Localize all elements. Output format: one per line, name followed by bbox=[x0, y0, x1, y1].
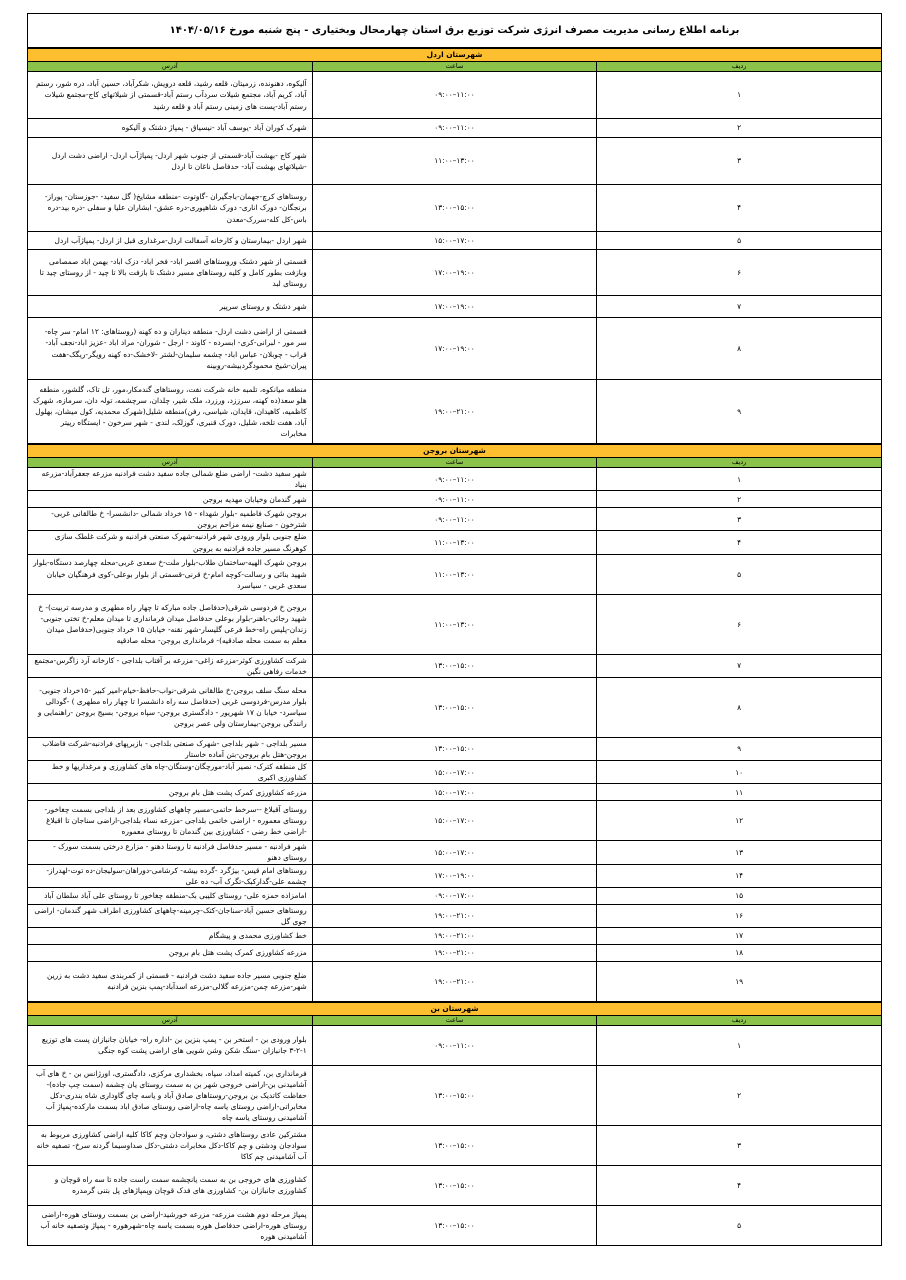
row-address: کشاورزی های خروجی بن به سمت یانچشمه سمت راست جاده تا سه راه قوچان و کشاورزی جانبازان بن- کشاورزی های فدک قوچان وپمپاژهای پل بتنی گرمدره bbox=[28, 1165, 313, 1205]
row-address: شهر اردل -بیمارستان و کارخانه آسفالت اردل-مرغداری قبل از اردل- پمپاژآب اردل bbox=[28, 232, 313, 250]
notice-page bbox=[27, 13, 882, 1246]
row-time: ۰۹:۰۰–۱۱:۰۰ bbox=[312, 508, 597, 531]
row-address: مسیر بلداجی - شهر بلداجی -شهرک صنعتی بلداجی - بازبرپهای فرادنبه-شرکت فاضلاب بروجن-هتل بام بروجن-بتن آماده خاستار bbox=[28, 737, 313, 760]
row-address: شهر سفید دشت- اراضی ضلع شمالی جاده سفید دشت فرادنبه مزرعه جعفرآباد-مزرعه بنیاد bbox=[28, 468, 313, 491]
row-time: ۱۱:۰۰–۱۳:۰۰ bbox=[312, 554, 597, 594]
table-row bbox=[28, 380, 882, 444]
row-address: خط کشاورزی محمدی و پیشگام bbox=[28, 927, 313, 944]
row-time: ۱۳:۰۰–۱۵:۰۰ bbox=[312, 737, 597, 760]
table-row bbox=[28, 944, 882, 961]
table-row bbox=[28, 677, 882, 737]
row-number: ۱۰ bbox=[597, 761, 882, 784]
document-title: برنامه اطلاع رسانی مدیریت مصرف انرژی شرکت توزیع برق استان چهارمحال وبختیاری - پنج شنبه مورخ ۱۴۰۴/۰۵/۱۶ bbox=[27, 13, 882, 48]
row-number: ۷ bbox=[597, 654, 882, 677]
row-address: شهر فرادنبه - مسیر حدفاصل فرادنبه تا روستا دهنو - مزارع درختی بسمت سورک - روستای دهنو bbox=[28, 841, 313, 864]
table-row bbox=[28, 138, 882, 185]
row-time: ۱۹:۰۰–۲۱:۰۰ bbox=[312, 380, 597, 444]
row-time: ۰۹:۰۰–۱۱:۰۰ bbox=[312, 491, 597, 508]
row-number: ۲ bbox=[597, 491, 882, 508]
row-time: ۱۳:۰۰–۱۵:۰۰ bbox=[312, 1125, 597, 1165]
table-row bbox=[28, 1205, 882, 1245]
row-number: ۱۷ bbox=[597, 927, 882, 944]
row-address: کل منطقه کترک- نصیر آباد-مورچگان-وستگان-چاه های کشاورزی و مرغداریها و خط کشاورزی اکبری bbox=[28, 761, 313, 784]
row-time: ۱۱:۰۰–۱۳:۰۰ bbox=[312, 138, 597, 185]
row-number: ۱۴ bbox=[597, 864, 882, 887]
row-time: ۱۳:۰۰–۱۵:۰۰ bbox=[312, 185, 597, 232]
row-time: ۱۳:۰۰–۱۵:۰۰ bbox=[312, 1065, 597, 1125]
row-address: منطقه میانکوه، تلمبه خانه شرکت نفت، روستاهای گندمکار،مور، تل تاک، گلشور، منطقه هلو سعد(ده کهنه، سرززد، ورزرد، ملک شیر، چلدان، سرچشمه، تولہ دان، سرمازه، شهرک کاظمیه، کاهیدان، قایدان، شیاسی، رفن)منطقه شلیل(شهرک محمدیه، کول میشان، بهلول آباد، هفت تلخه، شلیل، دورک قنبری، گوزلک، لندی - شهر سرخون - ایستگاه رپیتر مخابرات bbox=[28, 380, 313, 444]
row-number: ۴ bbox=[597, 531, 882, 554]
header-row-number: ردیف bbox=[597, 1015, 882, 1025]
row-time: ۱۵:۰۰–۱۷:۰۰ bbox=[312, 761, 597, 784]
row-number: ۵ bbox=[597, 554, 882, 594]
table-row bbox=[28, 594, 882, 654]
row-time: ۱۳:۰۰–۱۵:۰۰ bbox=[312, 677, 597, 737]
row-time: ۰۹:۰۰–۱۱:۰۰ bbox=[312, 1025, 597, 1065]
row-number: ۵ bbox=[597, 232, 882, 250]
row-address: فرمانداری بن، کمیته امداد، سپاه، بخشداری مرکزی، دادگستری، اورژانس بن - خ های آب آشامیدنی بن-اراضی خروجی شهر بن به سمت روستای یان چشمه (سمت چپ جاده)- حفاظت کاتدیک بن بروجن-روستاهای صادق آباد و یاسه چای گاوداری شاه بندری-دکل مخابراتی-اراضی روستای یاسه چاه-اراضی روستای صادق اباد بسمت مارکده-پمپاژ آب آشامیدنی روستای یاسه چاه bbox=[28, 1065, 313, 1125]
row-number: ۸ bbox=[597, 677, 882, 737]
table-row bbox=[28, 887, 882, 904]
row-address: شهر دشتک و روستای سرپیر bbox=[28, 296, 313, 318]
row-address: روستای آقبلاغ --سرخط حاتمی-مسیر چاههای کشاورزی بعد از بلداجی بسمت چغاخور-روستای معموره - اراضی خاتمی بلداجی -مزرعه نساء بلداجی-اراضی سناجان تا اقبلاغ -اراضی خط رضی - کشاورزی بین گندمان تا روستای معموره bbox=[28, 801, 313, 841]
table-row bbox=[28, 1165, 882, 1205]
row-address: آلیکوه، دهنونده، زرمیتان، قلعه رشید، قلعه درویش، شکرآباد، حسین آباد، دره شور، رستم آباد، کریم آباد، مجتمع شیلات سردآب رستم آباد-قسمتی از شیلاتهای کاج-مجتمع شیلات رستم آباد-پست های زمینی رستم آباد و قلعه رشید bbox=[28, 72, 313, 119]
row-number: ۱۵ bbox=[597, 887, 882, 904]
row-time: ۱۹:۰۰–۲۱:۰۰ bbox=[312, 927, 597, 944]
row-number: ۱۱ bbox=[597, 784, 882, 801]
row-number: ۸ bbox=[597, 318, 882, 380]
table-row bbox=[28, 927, 882, 944]
table-row bbox=[28, 318, 882, 380]
table-row bbox=[28, 468, 882, 491]
table-row bbox=[28, 232, 882, 250]
section-title: شهرستان بروجن bbox=[28, 445, 882, 458]
row-number: ۱۲ bbox=[597, 801, 882, 841]
row-address: شرکت کشاورزی کوثر-مزرعه زاغی- مزرعه بر آفتاب بلداجی - کارخانه آرد زاگرس-مجتمع خدمات رفاهی نگین bbox=[28, 654, 313, 677]
header-time: ساعت bbox=[312, 458, 597, 468]
row-address: مزرعه کشاورزی کمرک پشت هتل بام بروجن bbox=[28, 944, 313, 961]
table-row bbox=[28, 961, 882, 1001]
table-row bbox=[28, 250, 882, 296]
row-address: شهرک کوران آباد -یوسف آباد -نیسیاق - پمپاژ دشتک و آلیکوه bbox=[28, 119, 313, 138]
row-number: ۲ bbox=[597, 119, 882, 138]
row-number: ۵ bbox=[597, 1205, 882, 1245]
row-number: ۴ bbox=[597, 1165, 882, 1205]
row-address: روستاهای کرچ-جهمان-باجگیران -گاوتوت -منطقه مشایخ( گل سفید- -جوزستان- پوراز- برنجگان- دورک اناری- دورک شاهپوری-دره عشق- ابشاران علیا و سفلی -دره بید-دره باس-کل کله-سررک-معدن bbox=[28, 185, 313, 232]
row-time: ۱۷:۰۰–۱۹:۰۰ bbox=[312, 250, 597, 296]
table-row bbox=[28, 554, 882, 594]
row-time: ۱۹:۰۰–۲۱:۰۰ bbox=[312, 944, 597, 961]
row-number: ۱۳ bbox=[597, 841, 882, 864]
table-row bbox=[28, 801, 882, 841]
row-number: ۲ bbox=[597, 1065, 882, 1125]
row-address: پمپاژ مرحله دوم هشت مزرعه- مزرعه خورشید-اراضی بن بسمت روستای هوره-اراضی روستای هوره-اراضی حدفاصل هوره بسمت یاسه چاه-شهرهوره - پمپاژ وتصفیه خانه آب آشامیدنی هوره bbox=[28, 1205, 313, 1245]
header-row-number: ردیف bbox=[597, 62, 882, 72]
table-row bbox=[28, 784, 882, 801]
row-time: ۱۷:۰۰–۱۹:۰۰ bbox=[312, 296, 597, 318]
row-number: ۱۹ bbox=[597, 961, 882, 1001]
row-time: ۰۹:۰۰–۱۱:۰۰ bbox=[312, 119, 597, 138]
row-address: مزرعه کشاورزی کمرک پشت هتل بام بروجن bbox=[28, 784, 313, 801]
table-row bbox=[28, 654, 882, 677]
row-address: ضلع جنوبی بلوار ورودی شهر فرادنبه-شهرک صنعتی فرادنبه و شرکت غلطک سازی کوهرنگ مسیر جاده فرادنبه به بروجن bbox=[28, 531, 313, 554]
table-row bbox=[28, 737, 882, 760]
table-row bbox=[28, 296, 882, 318]
row-number: ۴ bbox=[597, 185, 882, 232]
row-time: ۱۵:۰۰–۱۷:۰۰ bbox=[312, 232, 597, 250]
row-address: ضلع جنوبی مسیر جاده سفید دشت فرادنبه - قسمتی از کمربندی سفید دشت به زرین شهر-مزرعه چمن-مزرعه گلالی-مزرعه اسدآباد-پمپ بنزین فرادنبه bbox=[28, 961, 313, 1001]
table-row bbox=[28, 841, 882, 864]
section-table bbox=[27, 48, 882, 444]
row-time: ۱۳:۰۰–۱۵:۰۰ bbox=[312, 1165, 597, 1205]
row-address: روستاهای امام قیس- بیژگرد -گرده بیشه- کرشامی-دوراهان-سولیجان-ده توت-لهدراز-چشمه علی-گدارکبک-تگرک آب- ده علی bbox=[28, 864, 313, 887]
table-row bbox=[28, 1025, 882, 1065]
row-time: ۱۵:۰۰–۱۷:۰۰ bbox=[312, 784, 597, 801]
table-row bbox=[28, 185, 882, 232]
row-number: ۱ bbox=[597, 72, 882, 119]
row-number: ۳ bbox=[597, 508, 882, 531]
row-number: ۶ bbox=[597, 594, 882, 654]
section-title: شهرستان بن bbox=[28, 1002, 882, 1015]
row-time: ۰۹:۰۰–۱۱:۰۰ bbox=[312, 72, 597, 119]
table-row bbox=[28, 72, 882, 119]
row-time: ۰۹:۰۰–۱۷:۰۰ bbox=[312, 887, 597, 904]
row-address: روستاهای حسین آباد-سناجان-کتک-چرمینه-چاههای کشاورزی اطراف شهر گندمان- اراضی جوی گل bbox=[28, 904, 313, 927]
column-header-row bbox=[28, 62, 882, 72]
table-row bbox=[28, 491, 882, 508]
header-address: آدرس bbox=[28, 458, 313, 468]
row-time: ۱۱:۰۰–۱۳:۰۰ bbox=[312, 531, 597, 554]
row-number: ۹ bbox=[597, 737, 882, 760]
row-address: قسمتی از شهر دشتک وروستاهای افسر اباد- فخر اباد- دزک اباد- بهمن اباد صمصامی وبازفت بطور کامل و کلیه روستاهای مسیر دشتک تا بازفت بالا تا چید - از روستای چید تا روستای لبد bbox=[28, 250, 313, 296]
header-time: ساعت bbox=[312, 62, 597, 72]
row-number: ۹ bbox=[597, 380, 882, 444]
row-address: امامزاده حمزه علی- روستای کلیبی بک-منطقه چغاخور تا روستای علی آباد سلطان آباد bbox=[28, 887, 313, 904]
row-number: ۱ bbox=[597, 468, 882, 491]
header-address: آدرس bbox=[28, 1015, 313, 1025]
row-number: ۱۶ bbox=[597, 904, 882, 927]
row-address: مشترکین عادی روستاهای دشتی، و سوادجان وچم کاکا کلیه اراضی کشاورزی مربوط به سوادجان ودشتی و چم کاکا-دکل مخابرات دشتی-دکل صداوسیما گردنه سرخ- تصفیه خانه آب آشامیدنی چم کاکا bbox=[28, 1125, 313, 1165]
header-address: آدرس bbox=[28, 62, 313, 72]
row-time: ۱۹:۰۰–۲۱:۰۰ bbox=[312, 904, 597, 927]
table-row bbox=[28, 761, 882, 784]
table-row bbox=[28, 864, 882, 887]
column-header-row bbox=[28, 1015, 882, 1025]
table-row bbox=[28, 904, 882, 927]
table-row bbox=[28, 119, 882, 138]
row-time: ۱۷:۰۰–۱۹:۰۰ bbox=[312, 318, 597, 380]
row-address: شهر گندمان وخیابان مهدیه بروجن bbox=[28, 491, 313, 508]
row-time: ۱۹:۰۰–۲۱:۰۰ bbox=[312, 961, 597, 1001]
row-number: ۷ bbox=[597, 296, 882, 318]
row-address: بروجن شهرک فاطمیه -بلوار شهداء - ۱۵ خرداد شمالی -دانشسرا- خ طالقانی غربی-شترخون - صنایع نیمه مزاحم بروجن bbox=[28, 508, 313, 531]
section-table bbox=[27, 444, 882, 1002]
row-time: ۱۱:۰۰–۱۳:۰۰ bbox=[312, 594, 597, 654]
row-time: ۱۳:۰۰–۱۵:۰۰ bbox=[312, 654, 597, 677]
header-time: ساعت bbox=[312, 1015, 597, 1025]
row-time: ۱۵:۰۰–۱۷:۰۰ bbox=[312, 841, 597, 864]
row-number: ۱ bbox=[597, 1025, 882, 1065]
row-time: ۰۹:۰۰–۱۱:۰۰ bbox=[312, 468, 597, 491]
row-address: قسمتی از اراضی دشت اردل- منطقه دیناران و ده کهنه (روستاهای: ۱۲ امام- سر چاه- سر مور - لبرانی-کری- ابسرده - کاوند - ارجل - شوران- مراد اباد -عزیز اباد-نجف آباد- قراب - چوبلان- عباس اباد- چشمه سلیمان-لشتر -لاخشک-ده کهنه رویگر-ریگک-هفت پیران-شیخ محمودگردبیشه-روبینه bbox=[28, 318, 313, 380]
row-address: شهر کاج -بهشت آباد-قسمتی از جنوب شهر اردل- پمپاژآب اردل- اراضی دشت اردل -شیلاتهای بهشت آباد- حدفاصل ناغان تا اردل bbox=[28, 138, 313, 185]
table-row bbox=[28, 531, 882, 554]
row-number: ۳ bbox=[597, 1125, 882, 1165]
row-time: ۱۳:۰۰–۱۵:۰۰ bbox=[312, 1205, 597, 1245]
table-row bbox=[28, 508, 882, 531]
row-time: ۱۷:۰۰–۱۹:۰۰ bbox=[312, 864, 597, 887]
row-number: ۶ bbox=[597, 250, 882, 296]
row-address: بروجن شهرک الهیه-ساختمان طلاب-بلوار ملت-خ سعدی غربی-محله چهارصد دستگاه-بلوار شهید بنائی و رسالت-کوچه امام-خ قرنی-قسمتی از بلوار بوعلی-کوی فرهنگیان خیابان سعدی غربی - سیاسرد bbox=[28, 554, 313, 594]
row-address: بروجن خ فردوسی شرقی(حدفاصل جاده مبارکه تا چهار راه مطهری و مدرسه تربیت)- خ شهید رجائی-باهنر-بلوار بوعلی حدفاصل میدان فرمانداری تا میدان معلم-خ تختی جنوبی-زندان-پلیس راه-خط فرعی گلیسار-شهر نقنه- خیابان ۱۵ خرداد جنوبی(حدفاصل میدان معلم به سمت محله صادقیه)- فرمانداری بروجن- محله صادقیه bbox=[28, 594, 313, 654]
row-time: ۱۵:۰۰–۱۷:۰۰ bbox=[312, 801, 597, 841]
table-row bbox=[28, 1125, 882, 1165]
header-row-number: ردیف bbox=[597, 458, 882, 468]
row-address: محله سنگ سلف بروجن-خ طالقانی شرقی-نواب-حافظ-خیام-امیر کبیر -۱۵خرداد جنوبی-بلوار مدرس-فردوسی غربی (حدفاصل سه راه دانشسرا تا چهار راه مطهری ) -گودالی سیاسرد- خیابا ن ۱۷ شهریور - دادگستری بروجن- سپاه بروجن- بسیج بروجن -راهنمایی و رانندگی بروجن-بیمارستان ولی عصر بروجن bbox=[28, 677, 313, 737]
row-number: ۳ bbox=[597, 138, 882, 185]
sections-container bbox=[27, 48, 882, 1246]
table-row bbox=[28, 1065, 882, 1125]
row-number: ۱۸ bbox=[597, 944, 882, 961]
column-header-row bbox=[28, 458, 882, 468]
row-address: بلوار ورودی بن - استخر بن - پمپ بنزین بن -اداره راه- خیابان جانبازان پست های توزیع ۱-۲-۳ جانبازان -سنگ شکن وشن شویی های اراضی پشت کوه جنگی bbox=[28, 1025, 313, 1065]
section-table bbox=[27, 1002, 882, 1246]
section-title: شهرستان اردل bbox=[28, 49, 882, 62]
